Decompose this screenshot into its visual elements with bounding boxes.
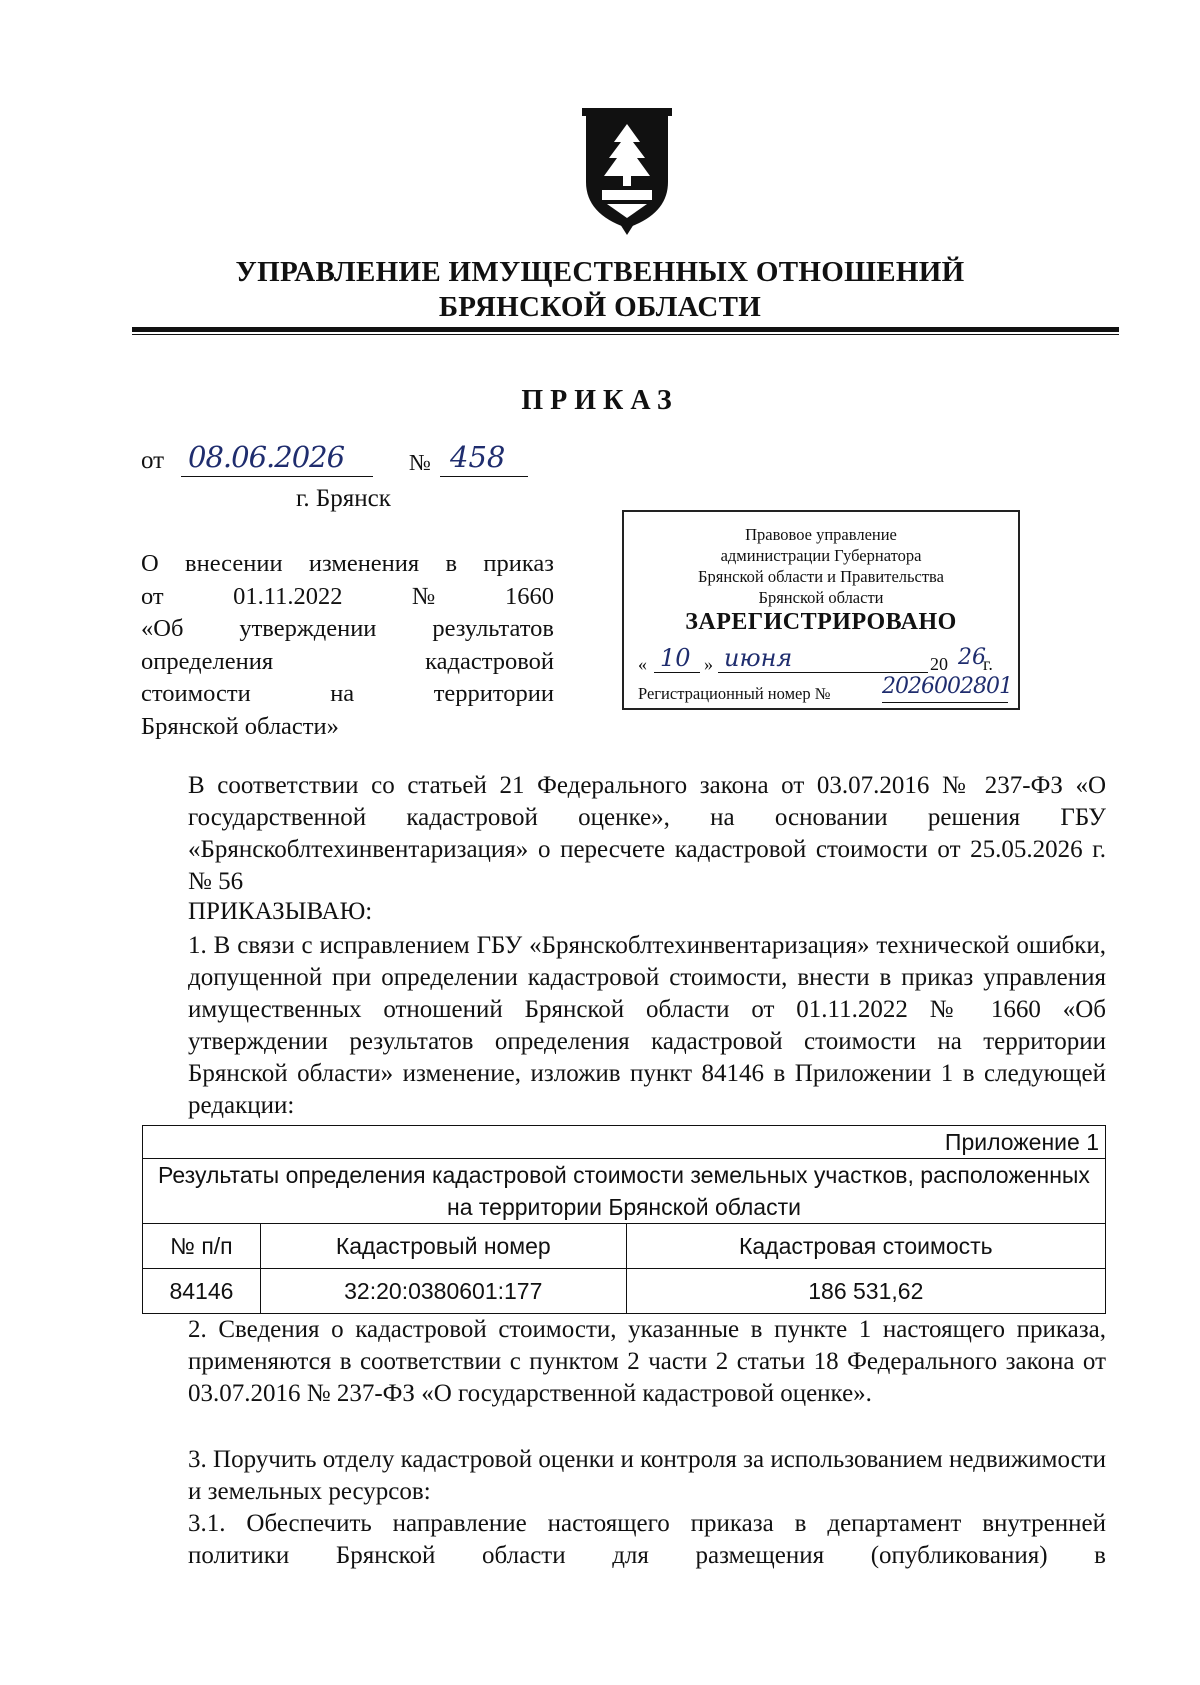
subject-word: определения [141, 647, 274, 675]
table-header: Кадастровая стоимость [626, 1224, 1105, 1269]
table-header: № п/п [143, 1224, 261, 1269]
stamp-regnum-underline [882, 702, 1008, 703]
item-3-1 [141, 1508, 1106, 1572]
table-cell: 186 531,62 [626, 1269, 1105, 1314]
order-subject [141, 548, 554, 743]
table-header: Кадастровый номер [260, 1224, 626, 1269]
stamp-org-line: администрации Губернатора [720, 546, 922, 565]
stamp-org-line: Брянской области [758, 588, 884, 607]
date-prefix: от [141, 447, 165, 474]
item-1 [141, 930, 1106, 1122]
stamp-organization [624, 524, 1018, 608]
stamp-org-line: Брянской области и Правительства [698, 567, 944, 586]
header-rule [132, 327, 1119, 332]
subject-word: «Об [141, 615, 184, 642]
stamp-year-g: г. [983, 654, 993, 674]
subject-word: 1660 [504, 582, 554, 610]
registration-stamp [622, 510, 1020, 710]
subject-word: изменения [308, 550, 420, 577]
stamp-registered: ЗАРЕГИСТРИРОВАНО [685, 609, 957, 635]
subject-line [141, 678, 554, 711]
bryansk-coat-of-arms-icon [572, 104, 682, 236]
header-rule-thin [132, 334, 1119, 335]
city: г. Брянск [296, 485, 391, 512]
subject-word: результатов [432, 615, 554, 642]
stamp-month-underline [718, 672, 928, 673]
stamp-quote-open: « [638, 654, 647, 674]
subject-word: от [141, 582, 164, 610]
document-title: ПРИКАЗ [521, 385, 679, 416]
table-title-row [143, 1159, 1106, 1224]
subject-word: О [141, 550, 159, 577]
stamp-regnum-row [638, 674, 1012, 706]
subject-word: № [412, 582, 436, 610]
stamp-month: июня [724, 644, 793, 672]
stamp-year-prefix: 20 [930, 654, 948, 674]
stamp-quote-close: » [704, 654, 713, 674]
item-1-text: 1. В связи с исправлением ГБУ «Брянскоблтехинвентаризация» технической ошибки, допущенной при определении кадастровой стоимости, внести в приказ управления имущественных отношений Брянской области от 01.11.2022 № 1660 «Об утверждении результатов определения кадастровой стоимости на территории Брянской области» изменение, изложив пункт 84146 в Приложении 1 в следующей редакции: [188, 932, 1106, 1119]
stamp-day-underline [654, 672, 700, 673]
order-date: 08.06.2026 [188, 440, 345, 474]
item-3-text: 3. Поручить отделу кадастровой оценки и контроля за использованием недвижимости и земельных ресурсов: [188, 1446, 1106, 1505]
annex-table [142, 1125, 1106, 1314]
stamp-year-suffix: 26 [958, 645, 986, 670]
stamp-regnum-label: Регистрационный номер № [638, 684, 831, 703]
stamp-date-row [638, 646, 1008, 676]
stamp-org-line: Правовое управление [745, 525, 897, 544]
annex-label: Приложение 1 [143, 1126, 1106, 1159]
subject-word: стоимости [141, 680, 251, 707]
table-row [143, 1269, 1106, 1314]
subject-word: территории [433, 680, 554, 707]
subject-word: внесении [185, 550, 283, 577]
order-number: 458 [450, 440, 506, 474]
subject-word: на [330, 680, 355, 707]
number-sign: № [409, 450, 431, 475]
preamble [141, 770, 1106, 898]
item-3-1-text: 3.1. Обеспечить направление настоящего приказа в департамент внутренней политики Брянской области для размещения (опубликования) в [188, 1510, 1106, 1569]
subject-word: утверждении [239, 615, 377, 642]
subject-word: кадастровой [425, 647, 554, 675]
subject-line [141, 613, 554, 646]
subject-last-line: Брянской области» [141, 712, 339, 740]
item-2-text: 2. Сведения о кадастровой стоимости, указанные в пункте 1 настоящего приказа, применяются в соответствии с пунктом 2 части 2 статьи 18 Федерального закона от 03.07.2016 № 237-ФЗ «О государственной кадастровой оценке». [188, 1316, 1106, 1407]
stamp-regnum: 2026002801 [882, 674, 1012, 699]
subject-line [141, 646, 554, 679]
subject-word: приказ [483, 550, 554, 577]
agency-name-line2: БРЯНСКОЙ ОБЛАСТИ [438, 291, 762, 323]
stamp-day: 10 [660, 644, 691, 672]
prikazyvayu: ПРИКАЗЫВАЮ: [188, 898, 373, 925]
table-cell: 32:20:0380601:177 [260, 1269, 626, 1314]
agency-name-line1: УПРАВЛЕНИЕ ИМУЩЕСТВЕННЫХ ОТНОШЕНИЙ [235, 256, 965, 288]
subject-line [141, 581, 554, 614]
table-title: Результаты определения кадастровой стоимости земельных участков, расположенных на территории Брянской области [143, 1159, 1106, 1224]
table-header-row [143, 1224, 1106, 1269]
subject-line [141, 548, 554, 581]
item-3 [141, 1444, 1106, 1508]
subject-word: в [445, 550, 458, 577]
item-2 [141, 1314, 1106, 1410]
table-cell: 84146 [143, 1269, 261, 1314]
subject-word: 01.11.2022 [233, 582, 343, 610]
table-annex-row [143, 1126, 1106, 1159]
preamble-text: В соответствии со статьей 21 Федерального закона от 03.07.2016 № 237-ФЗ «О государственной кадастровой оценке», на основании решения ГБУ «Брянскоблтехинвентаризация» о пересчете кадастровой стоимости от 25.05.2026 г. № 56 [188, 772, 1106, 895]
